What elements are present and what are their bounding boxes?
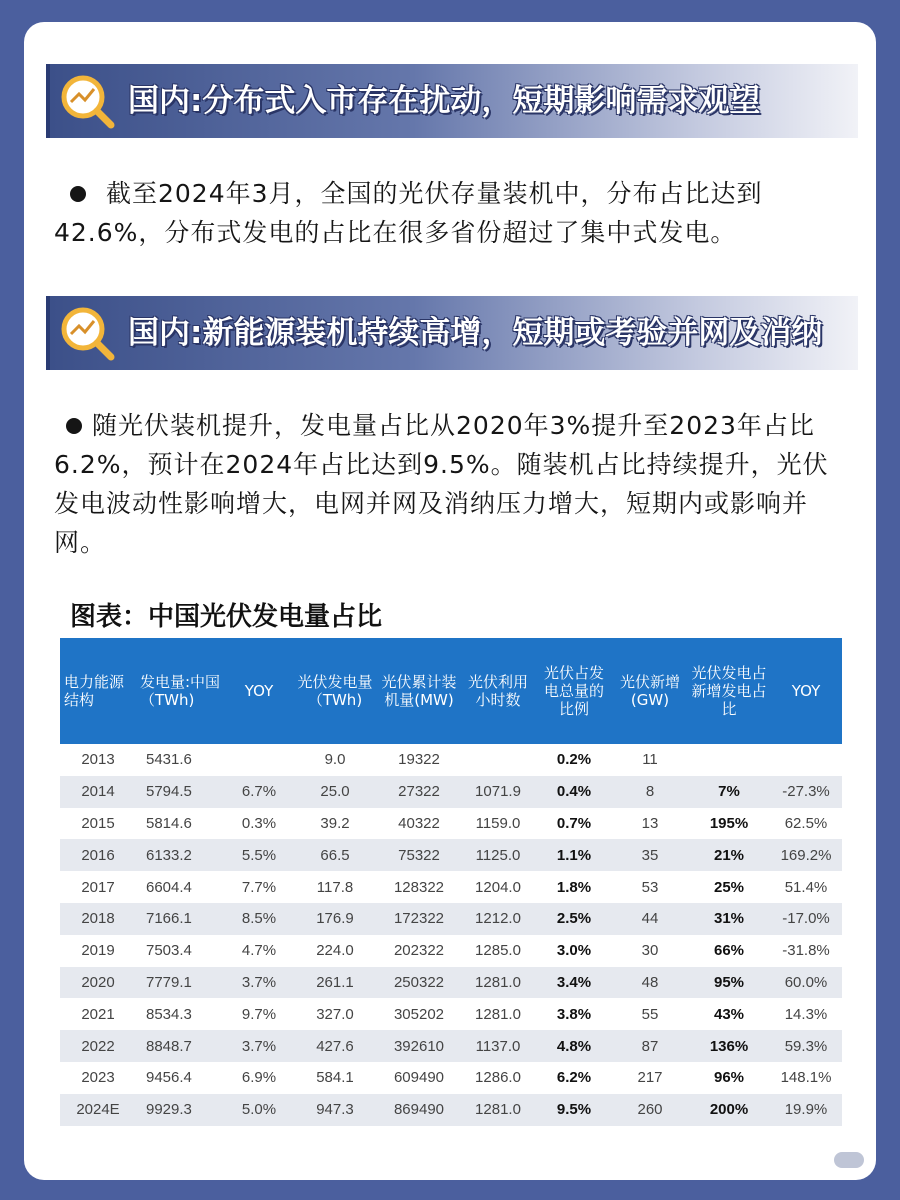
chart-title: 图表：中国光伏发电量占比 (70, 602, 383, 632)
table-cell: 3.7% (226, 967, 292, 999)
table-cell: 148.1% (770, 1062, 842, 1094)
paragraph-text: 随光伏装机提升，发电量占比从2020年3%提升至2023年占比6.2%，预计在2024年占比达到9.5%。随装机占比持续提升，光伏发电波动性影响增大，电网并网及消纳压力增大，短期内或影响并网。 (54, 411, 829, 557)
table-cell (688, 744, 770, 776)
table-cell: 200% (688, 1094, 770, 1126)
header-cell: 光伏利用小时数 (460, 638, 536, 744)
header-cell: YOY (770, 638, 842, 744)
table-cell: 6133.2 (136, 839, 226, 871)
table-cell: 1137.0 (460, 1030, 536, 1062)
table-cell: 35 (612, 839, 688, 871)
table-cell: 2014 (60, 776, 136, 808)
table-cell: 4.7% (226, 935, 292, 967)
table-cell: 0.7% (536, 808, 612, 840)
table-row (60, 808, 842, 840)
table-cell: 9.0 (292, 744, 378, 776)
table-cell: 869490 (378, 1094, 460, 1126)
table-cell: 3.7% (226, 1030, 292, 1062)
table-cell: 30 (612, 935, 688, 967)
table-cell: 2013 (60, 744, 136, 776)
table-cell: 5794.5 (136, 776, 226, 808)
table-cell: 0.2% (536, 744, 612, 776)
table-cell: 1125.0 (460, 839, 536, 871)
table-cell: 96% (688, 1062, 770, 1094)
section-header-1 (46, 64, 858, 138)
section-header-2 (46, 296, 858, 370)
header-cell: 光伏占发电总量的比例 (536, 638, 612, 744)
magnifier-chart-icon (58, 72, 116, 130)
table-row (60, 1094, 842, 1126)
table-cell: 53 (612, 871, 688, 903)
table-cell: 43% (688, 998, 770, 1030)
section-paragraph-2 (54, 406, 854, 562)
table-row (60, 744, 842, 776)
table-cell: 8534.3 (136, 998, 226, 1030)
table-cell: 176.9 (292, 903, 378, 935)
table-cell: 51.4% (770, 871, 842, 903)
section-title: 国内:分布式入市存在扰动，短期影响需求观望 (128, 83, 761, 119)
table-cell: 25% (688, 871, 770, 903)
header-cell: 光伏发电占新增发电占比 (688, 638, 770, 744)
table-cell: 427.6 (292, 1030, 378, 1062)
table-cell: 9.5% (536, 1094, 612, 1126)
table-cell: 66.5 (292, 839, 378, 871)
table-header-row (60, 638, 842, 744)
table-cell: 195% (688, 808, 770, 840)
table-cell: 2018 (60, 903, 136, 935)
table-cell: 6604.4 (136, 871, 226, 903)
table-cell: 609490 (378, 1062, 460, 1094)
table-cell: 2.5% (536, 903, 612, 935)
table-cell: 1159.0 (460, 808, 536, 840)
header-cell: 电力能源结构 (60, 638, 136, 744)
table-row (60, 839, 842, 871)
table-cell: 66% (688, 935, 770, 967)
table-cell: 136% (688, 1030, 770, 1062)
table-cell: 128322 (378, 871, 460, 903)
table-cell: 5431.6 (136, 744, 226, 776)
table-cell: 6.9% (226, 1062, 292, 1094)
bullet-icon (70, 186, 86, 202)
table-cell: 2015 (60, 808, 136, 840)
table-cell: 48 (612, 967, 688, 999)
table-cell: 6.7% (226, 776, 292, 808)
table-cell: 305202 (378, 998, 460, 1030)
header-cell: 发电量:中国（TWh) (136, 638, 226, 744)
table-cell (770, 744, 842, 776)
section-title: 国内:新能源装机持续高增，短期或考验并网及消纳 (128, 315, 823, 351)
table-cell: 7.7% (226, 871, 292, 903)
table-cell: 224.0 (292, 935, 378, 967)
paragraph-text: 截至2024年3月，全国的光伏存量装机中，分布占比达到42.6%，分布式发电的占比在很多省份超过了集中式发电。 (54, 179, 763, 247)
table-cell: 9929.3 (136, 1094, 226, 1126)
table-row (60, 967, 842, 999)
table-cell: 2017 (60, 871, 136, 903)
table-cell: 0.3% (226, 808, 292, 840)
table-cell: 27322 (378, 776, 460, 808)
table-cell: 14.3% (770, 998, 842, 1030)
table-cell: 947.3 (292, 1094, 378, 1126)
table-cell: 2023 (60, 1062, 136, 1094)
table-cell: 8 (612, 776, 688, 808)
table-cell: 3.0% (536, 935, 612, 967)
table-cell: 1071.9 (460, 776, 536, 808)
table-cell: 5.0% (226, 1094, 292, 1126)
table-cell: 19322 (378, 744, 460, 776)
table-cell: 2020 (60, 967, 136, 999)
table-cell: 5.5% (226, 839, 292, 871)
table-cell: 11 (612, 744, 688, 776)
table-cell: 1286.0 (460, 1062, 536, 1094)
table-cell: 3.4% (536, 967, 612, 999)
table-cell: 75322 (378, 839, 460, 871)
table-cell: 8848.7 (136, 1030, 226, 1062)
data-table (60, 638, 842, 1126)
table-cell: 2024E (60, 1094, 136, 1126)
table-cell: 7503.4 (136, 935, 226, 967)
header-cell: YOY (226, 638, 292, 744)
table-cell: 217 (612, 1062, 688, 1094)
table-cell (460, 744, 536, 776)
section-paragraph-1 (54, 174, 854, 252)
table-cell: 392610 (378, 1030, 460, 1062)
table-cell: -17.0% (770, 903, 842, 935)
table-cell: 39.2 (292, 808, 378, 840)
table-cell: 7166.1 (136, 903, 226, 935)
table-cell (226, 744, 292, 776)
table-cell: 87 (612, 1030, 688, 1062)
content-card (24, 22, 876, 1180)
header-cell: 光伏新增(GW) (612, 638, 688, 744)
table-body (60, 744, 842, 1126)
table-cell: 260 (612, 1094, 688, 1126)
table-cell: 13 (612, 808, 688, 840)
table-cell: 60.0% (770, 967, 842, 999)
table-row (60, 776, 842, 808)
table-row (60, 935, 842, 967)
table-cell: 5814.6 (136, 808, 226, 840)
header-cell: 光伏累计装机量(MW) (378, 638, 460, 744)
table-cell: 1281.0 (460, 1094, 536, 1126)
magnifier-chart-icon (58, 304, 116, 362)
table-cell: 327.0 (292, 998, 378, 1030)
table-row (60, 1062, 842, 1094)
bullet-icon (66, 418, 82, 434)
table-cell: 2022 (60, 1030, 136, 1062)
table-cell: 1.8% (536, 871, 612, 903)
table-row (60, 903, 842, 935)
table-row (60, 871, 842, 903)
table-cell: 117.8 (292, 871, 378, 903)
table-row (60, 998, 842, 1030)
table-cell: 21% (688, 839, 770, 871)
table-cell: 9.7% (226, 998, 292, 1030)
table-cell: 7779.1 (136, 967, 226, 999)
table-cell: 172322 (378, 903, 460, 935)
table-cell: 2021 (60, 998, 136, 1030)
table-cell: 44 (612, 903, 688, 935)
table-cell: 1.1% (536, 839, 612, 871)
table-row (60, 1030, 842, 1062)
table-cell: 8.5% (226, 903, 292, 935)
table-cell: 261.1 (292, 967, 378, 999)
watermark-badge (834, 1152, 864, 1168)
table-cell: 0.4% (536, 776, 612, 808)
table-cell: 1204.0 (460, 871, 536, 903)
table-cell: 1285.0 (460, 935, 536, 967)
table-cell: 62.5% (770, 808, 842, 840)
table-cell: 584.1 (292, 1062, 378, 1094)
table-cell: 55 (612, 998, 688, 1030)
table-cell: 6.2% (536, 1062, 612, 1094)
table-cell: 250322 (378, 967, 460, 999)
table-cell: 1281.0 (460, 967, 536, 999)
table-cell: 202322 (378, 935, 460, 967)
table-cell: -27.3% (770, 776, 842, 808)
header-cell: 光伏发电量（TWh) (292, 638, 378, 744)
table-cell: 2019 (60, 935, 136, 967)
table-cell: 1281.0 (460, 998, 536, 1030)
table-cell: 2016 (60, 839, 136, 871)
table-cell: 3.8% (536, 998, 612, 1030)
table-cell: 169.2% (770, 839, 842, 871)
table-cell: 25.0 (292, 776, 378, 808)
table-cell: 1212.0 (460, 903, 536, 935)
table-cell: 40322 (378, 808, 460, 840)
table-cell: 4.8% (536, 1030, 612, 1062)
table-cell: 31% (688, 903, 770, 935)
table-cell: -31.8% (770, 935, 842, 967)
table-cell: 19.9% (770, 1094, 842, 1126)
table-cell: 7% (688, 776, 770, 808)
table-cell: 9456.4 (136, 1062, 226, 1094)
table-cell: 59.3% (770, 1030, 842, 1062)
table-cell: 95% (688, 967, 770, 999)
